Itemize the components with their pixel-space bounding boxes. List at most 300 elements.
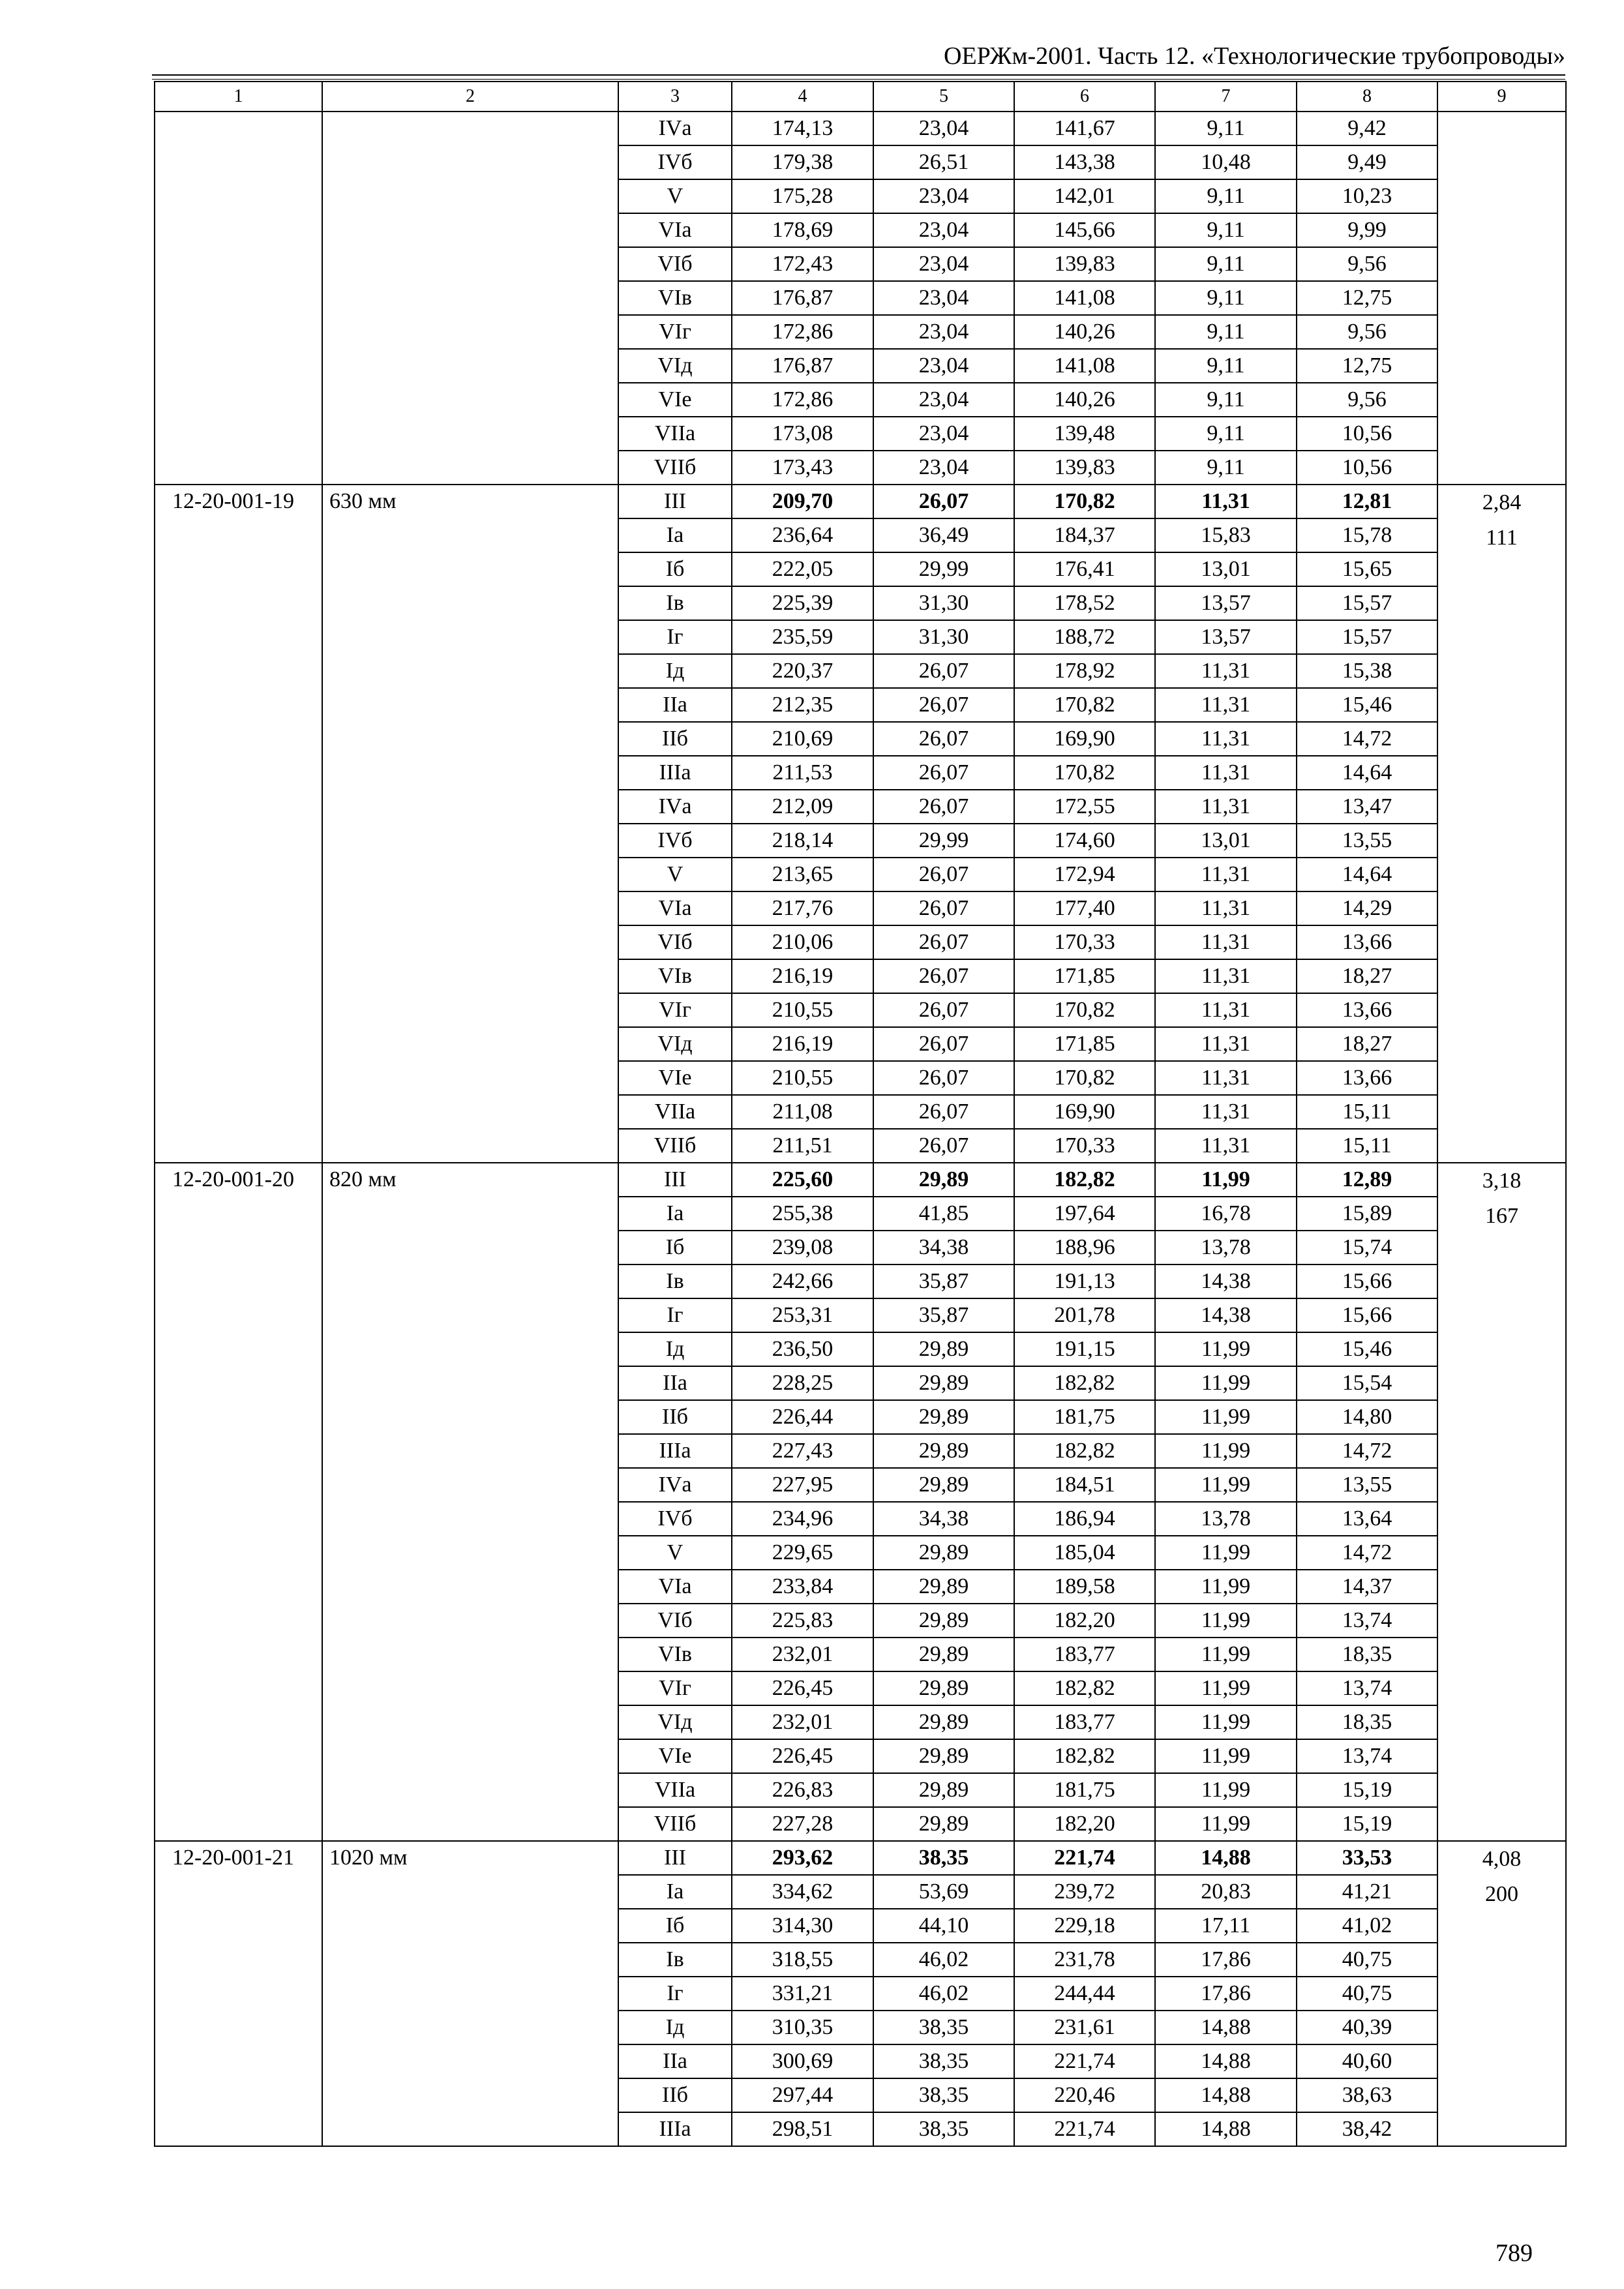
zone-cell: VIд	[618, 1027, 732, 1061]
value-cell: 15,83	[1155, 518, 1297, 552]
value-cell: 29,89	[873, 1671, 1014, 1705]
value-cell: 15,66	[1297, 1264, 1437, 1298]
value-cell: 186,94	[1014, 1502, 1155, 1536]
zone-cell: IIIа	[618, 2112, 732, 2146]
table-row-main	[155, 1841, 1566, 1875]
value-cell: 139,48	[1014, 417, 1155, 451]
value-cell: 221,74	[1014, 2044, 1155, 2078]
value-cell: 11,99	[1155, 1332, 1297, 1366]
value-cell: 174,60	[1014, 824, 1155, 858]
value-cell: 26,07	[873, 756, 1014, 790]
rate-code: 12-20-001-20	[155, 1163, 322, 1841]
value-cell: 172,43	[732, 247, 873, 281]
zone-cell: VIе	[618, 1061, 732, 1095]
value-cell: 14,72	[1297, 1536, 1437, 1570]
value-cell: 143,38	[1014, 145, 1155, 179]
value-cell: 14,88	[1155, 2044, 1297, 2078]
value-cell: 33,53	[1297, 1841, 1437, 1875]
zone-cell: VIб	[618, 925, 732, 959]
value-cell: 18,27	[1297, 1027, 1437, 1061]
value-cell: 11,99	[1155, 1536, 1297, 1570]
zone-cell: IVа	[618, 790, 732, 824]
value-cell: 174,13	[732, 112, 873, 145]
value-cell: 13,57	[1155, 620, 1297, 654]
value-cell: 38,35	[873, 2112, 1014, 2146]
value-cell: 11,31	[1155, 925, 1297, 959]
value-cell: 34,38	[873, 1231, 1014, 1264]
value-cell: 11,99	[1155, 1400, 1297, 1434]
value-cell: 14,80	[1297, 1400, 1437, 1434]
value-cell: 29,89	[873, 1807, 1014, 1841]
zone-cell: VIе	[618, 383, 732, 417]
value-cell: 38,63	[1297, 2078, 1437, 2112]
value-cell: 212,35	[732, 688, 873, 722]
zone-cell: Iд	[618, 1332, 732, 1366]
zone-cell: IIа	[618, 688, 732, 722]
value-cell: 242,66	[732, 1264, 873, 1298]
zone-cell: IVб	[618, 145, 732, 179]
value-cell: 139,83	[1014, 247, 1155, 281]
value-cell: 15,54	[1297, 1366, 1437, 1400]
rate-code: 12-20-001-21	[155, 1841, 322, 2146]
value-cell: 29,89	[873, 1739, 1014, 1773]
value-cell: 176,41	[1014, 552, 1155, 586]
value-cell: 23,04	[873, 383, 1014, 417]
value-cell: 14,72	[1297, 1434, 1437, 1468]
value-cell: 15,11	[1297, 1129, 1437, 1163]
value-cell: 14,37	[1297, 1570, 1437, 1604]
zone-cell: IIа	[618, 2044, 732, 2078]
value-cell: 225,83	[732, 1604, 873, 1638]
value-cell: 235,59	[732, 620, 873, 654]
value-cell: 26,07	[873, 1027, 1014, 1061]
value-cell: 210,69	[732, 722, 873, 756]
table-row-main	[155, 485, 1566, 518]
extra-value: 2,84	[1482, 490, 1522, 515]
value-cell: 141,67	[1014, 112, 1155, 145]
value-cell: 231,78	[1014, 1943, 1155, 1977]
value-cell: 210,55	[732, 1061, 873, 1095]
value-cell: 44,10	[873, 1909, 1014, 1943]
zone-cell: Iб	[618, 1231, 732, 1264]
value-cell: 34,38	[873, 1502, 1014, 1536]
value-cell: 11,99	[1155, 1604, 1297, 1638]
extra-value: 4,08	[1482, 1847, 1522, 1871]
zone-cell: IIб	[618, 722, 732, 756]
value-cell: 189,58	[1014, 1570, 1155, 1604]
value-cell: 210,55	[732, 993, 873, 1027]
value-cell: 177,40	[1014, 891, 1155, 925]
value-cell: 13,47	[1297, 790, 1437, 824]
value-cell: 15,57	[1297, 586, 1437, 620]
zone-cell: VIг	[618, 993, 732, 1027]
value-cell: 12,81	[1297, 485, 1437, 518]
value-cell: 26,07	[873, 1095, 1014, 1129]
value-cell: 244,44	[1014, 1977, 1155, 2011]
value-cell: 15,57	[1297, 620, 1437, 654]
value-cell: 139,83	[1014, 451, 1155, 485]
extra-values	[1437, 485, 1566, 1163]
value-cell: 253,31	[732, 1298, 873, 1332]
zone-cell: VIв	[618, 959, 732, 993]
value-cell: 11,99	[1155, 1468, 1297, 1502]
value-cell: 9,11	[1155, 213, 1297, 247]
value-cell: 13,01	[1155, 824, 1297, 858]
rates-table	[154, 81, 1567, 2147]
value-cell: 14,38	[1155, 1264, 1297, 1298]
value-cell: 23,04	[873, 349, 1014, 383]
zone-cell: IVб	[618, 1502, 732, 1536]
value-cell: 228,25	[732, 1366, 873, 1400]
value-cell: 13,01	[1155, 552, 1297, 586]
extra-values	[1437, 1163, 1566, 1841]
value-cell: 297,44	[732, 2078, 873, 2112]
value-cell: 29,89	[873, 1163, 1014, 1197]
value-cell: 41,21	[1297, 1875, 1437, 1909]
value-cell: 23,04	[873, 247, 1014, 281]
value-cell: 145,66	[1014, 213, 1155, 247]
value-cell: 9,11	[1155, 179, 1297, 213]
value-cell: 13,74	[1297, 1739, 1437, 1773]
value-cell: 211,08	[732, 1095, 873, 1129]
value-cell: 178,92	[1014, 654, 1155, 688]
pipe-diameter: 820 мм	[322, 1163, 618, 1841]
value-cell: 293,62	[732, 1841, 873, 1875]
value-cell: 38,35	[873, 2078, 1014, 2112]
value-cell: 29,99	[873, 552, 1014, 586]
value-cell: 227,43	[732, 1434, 873, 1468]
value-cell: 15,89	[1297, 1197, 1437, 1231]
value-cell: 26,07	[873, 1129, 1014, 1163]
value-cell: 226,83	[732, 1773, 873, 1807]
value-cell: 229,65	[732, 1536, 873, 1570]
value-cell: 229,18	[1014, 1909, 1155, 1943]
value-cell: 13,55	[1297, 824, 1437, 858]
value-cell: 227,95	[732, 1468, 873, 1502]
value-cell: 176,87	[732, 281, 873, 315]
value-cell: 182,82	[1014, 1434, 1155, 1468]
value-cell: 9,56	[1297, 247, 1437, 281]
value-cell: 220,46	[1014, 2078, 1155, 2112]
value-cell: 176,87	[732, 349, 873, 383]
zone-cell: VIIа	[618, 1773, 732, 1807]
value-cell: 226,45	[732, 1739, 873, 1773]
value-cell: 14,88	[1155, 2078, 1297, 2112]
zone-cell: IIа	[618, 1366, 732, 1400]
column-number: 6	[1014, 82, 1155, 112]
value-cell: 175,28	[732, 179, 873, 213]
value-cell: 9,11	[1155, 315, 1297, 349]
value-cell: 169,90	[1014, 722, 1155, 756]
rate-code: 12-20-001-19	[155, 485, 322, 1163]
value-cell: 184,37	[1014, 518, 1155, 552]
value-cell: 226,45	[732, 1671, 873, 1705]
value-cell: 221,74	[1014, 1841, 1155, 1875]
zone-cell: Iг	[618, 1977, 732, 2011]
value-cell: 178,69	[732, 213, 873, 247]
value-cell: 18,35	[1297, 1638, 1437, 1671]
value-cell: 9,11	[1155, 349, 1297, 383]
value-cell: 197,64	[1014, 1197, 1155, 1231]
value-cell: 216,19	[732, 959, 873, 993]
value-cell: 11,31	[1155, 959, 1297, 993]
value-cell: 10,56	[1297, 417, 1437, 451]
zone-cell: VIб	[618, 247, 732, 281]
zone-cell: Iб	[618, 552, 732, 586]
value-cell: 13,66	[1297, 925, 1437, 959]
value-cell: 169,90	[1014, 1095, 1155, 1129]
value-cell: 26,07	[873, 891, 1014, 925]
value-cell: 11,31	[1155, 756, 1297, 790]
value-cell: 298,51	[732, 2112, 873, 2146]
value-cell: 331,21	[732, 1977, 873, 2011]
value-cell: 13,74	[1297, 1671, 1437, 1705]
value-cell: 15,66	[1297, 1298, 1437, 1332]
empty-extra-cell	[1437, 112, 1566, 485]
value-cell: 14,72	[1297, 722, 1437, 756]
zone-cell: VIв	[618, 281, 732, 315]
value-cell: 179,38	[732, 145, 873, 179]
value-cell: 10,23	[1297, 179, 1437, 213]
value-cell: 221,74	[1014, 2112, 1155, 2146]
value-cell: 26,07	[873, 993, 1014, 1027]
value-cell: 29,89	[873, 1705, 1014, 1739]
value-cell: 184,51	[1014, 1468, 1155, 1502]
value-cell: 9,11	[1155, 112, 1297, 145]
header-rule	[152, 74, 1565, 76]
column-number: 1	[155, 82, 322, 112]
zone-cell: V	[618, 1536, 732, 1570]
value-cell: 35,87	[873, 1298, 1014, 1332]
zone-cell: III	[618, 1841, 732, 1875]
value-cell: 26,07	[873, 688, 1014, 722]
header-rule-thin	[152, 79, 1565, 80]
zone-cell: Iд	[618, 2011, 732, 2044]
value-cell: 182,20	[1014, 1807, 1155, 1841]
extra-value: 167	[1485, 1204, 1518, 1228]
value-cell: 26,07	[873, 790, 1014, 824]
value-cell: 40,60	[1297, 2044, 1437, 2078]
value-cell: 26,07	[873, 925, 1014, 959]
zone-cell: Iг	[618, 1298, 732, 1332]
value-cell: 26,51	[873, 145, 1014, 179]
zone-cell: VIIб	[618, 1807, 732, 1841]
zone-cell: VIг	[618, 315, 732, 349]
value-cell: 140,26	[1014, 315, 1155, 349]
value-cell: 23,04	[873, 281, 1014, 315]
value-cell: 171,85	[1014, 959, 1155, 993]
value-cell: 13,64	[1297, 1502, 1437, 1536]
value-cell: 15,65	[1297, 552, 1437, 586]
value-cell: 11,31	[1155, 688, 1297, 722]
value-cell: 183,77	[1014, 1638, 1155, 1671]
value-cell: 191,15	[1014, 1332, 1155, 1366]
column-number-row	[155, 82, 1566, 112]
column-number: 5	[873, 82, 1014, 112]
value-cell: 29,89	[873, 1468, 1014, 1502]
page-header: ОЕРЖм-2001. Часть 12. «Технологические трубопроводы»	[943, 42, 1565, 70]
zone-cell: IVа	[618, 1468, 732, 1502]
value-cell: 318,55	[732, 1943, 873, 1977]
value-cell: 11,31	[1155, 485, 1297, 518]
value-cell: 170,82	[1014, 1061, 1155, 1095]
value-cell: 20,83	[1155, 1875, 1297, 1909]
pipe-diameter: 1020 мм	[322, 1841, 618, 2146]
value-cell: 210,06	[732, 925, 873, 959]
zone-cell: IVб	[618, 824, 732, 858]
value-cell: 182,82	[1014, 1739, 1155, 1773]
value-cell: 11,31	[1155, 1129, 1297, 1163]
zone-cell: Iв	[618, 586, 732, 620]
value-cell: 11,31	[1155, 1061, 1297, 1095]
extra-values	[1437, 1841, 1566, 2146]
value-cell: 13,74	[1297, 1604, 1437, 1638]
zone-cell: VIе	[618, 1739, 732, 1773]
value-cell: 9,11	[1155, 451, 1297, 485]
value-cell: 182,20	[1014, 1604, 1155, 1638]
value-cell: 17,86	[1155, 1943, 1297, 1977]
value-cell: 31,30	[873, 620, 1014, 654]
value-cell: 178,52	[1014, 586, 1155, 620]
value-cell: 9,99	[1297, 213, 1437, 247]
value-cell: 53,69	[873, 1875, 1014, 1909]
value-cell: 38,35	[873, 2011, 1014, 2044]
value-cell: 255,38	[732, 1197, 873, 1231]
value-cell: 11,31	[1155, 858, 1297, 891]
value-cell: 15,74	[1297, 1231, 1437, 1264]
value-cell: 9,56	[1297, 383, 1437, 417]
value-cell: 170,33	[1014, 925, 1155, 959]
value-cell: 10,48	[1155, 145, 1297, 179]
value-cell: 201,78	[1014, 1298, 1155, 1332]
value-cell: 23,04	[873, 213, 1014, 247]
value-cell: 15,78	[1297, 518, 1437, 552]
value-cell: 46,02	[873, 1943, 1014, 1977]
value-cell: 15,46	[1297, 688, 1437, 722]
value-cell: 18,35	[1297, 1705, 1437, 1739]
value-cell: 310,35	[732, 2011, 873, 2044]
value-cell: 29,89	[873, 1604, 1014, 1638]
value-cell: 29,89	[873, 1366, 1014, 1400]
zone-cell: IIIа	[618, 756, 732, 790]
value-cell: 38,35	[873, 1841, 1014, 1875]
value-cell: 13,57	[1155, 586, 1297, 620]
value-cell: 15,19	[1297, 1773, 1437, 1807]
zone-cell: VIа	[618, 213, 732, 247]
value-cell: 29,89	[873, 1434, 1014, 1468]
value-cell: 26,07	[873, 485, 1014, 518]
value-cell: 182,82	[1014, 1366, 1155, 1400]
zone-cell: III	[618, 1163, 732, 1197]
value-cell: 11,31	[1155, 1027, 1297, 1061]
value-cell: 23,04	[873, 417, 1014, 451]
value-cell: 141,08	[1014, 349, 1155, 383]
extra-value: 3,18	[1482, 1169, 1522, 1193]
value-cell: 170,33	[1014, 1129, 1155, 1163]
zone-cell: V	[618, 858, 732, 891]
value-cell: 26,07	[873, 654, 1014, 688]
value-cell: 232,01	[732, 1638, 873, 1671]
value-cell: 11,31	[1155, 722, 1297, 756]
value-cell: 14,64	[1297, 858, 1437, 891]
value-cell: 16,78	[1155, 1197, 1297, 1231]
zone-cell: VIIб	[618, 451, 732, 485]
extra-value: 111	[1486, 526, 1518, 550]
column-number: 4	[732, 82, 873, 112]
value-cell: 172,86	[732, 383, 873, 417]
value-cell: 181,75	[1014, 1400, 1155, 1434]
value-cell: 18,27	[1297, 959, 1437, 993]
value-cell: 227,28	[732, 1807, 873, 1841]
zone-cell: VIд	[618, 349, 732, 383]
value-cell: 213,65	[732, 858, 873, 891]
value-cell: 29,89	[873, 1773, 1014, 1807]
zone-cell: Iб	[618, 1909, 732, 1943]
value-cell: 26,07	[873, 1061, 1014, 1095]
value-cell: 173,43	[732, 451, 873, 485]
value-cell: 29,89	[873, 1570, 1014, 1604]
zone-cell: V	[618, 179, 732, 213]
zone-cell: Iа	[618, 1197, 732, 1231]
value-cell: 40,39	[1297, 2011, 1437, 2044]
value-cell: 29,89	[873, 1332, 1014, 1366]
zone-cell: VIIа	[618, 417, 732, 451]
value-cell: 231,61	[1014, 2011, 1155, 2044]
rates-table-body	[155, 82, 1566, 2146]
value-cell: 11,99	[1155, 1671, 1297, 1705]
value-cell: 15,38	[1297, 654, 1437, 688]
value-cell: 46,02	[873, 1977, 1014, 2011]
value-cell: 14,88	[1155, 2011, 1297, 2044]
value-cell: 12,75	[1297, 281, 1437, 315]
value-cell: 29,89	[873, 1400, 1014, 1434]
column-number: 3	[618, 82, 732, 112]
value-cell: 183,77	[1014, 1705, 1155, 1739]
value-cell: 9,11	[1155, 417, 1297, 451]
column-number: 8	[1297, 82, 1437, 112]
zone-cell: VIб	[618, 1604, 732, 1638]
value-cell: 191,13	[1014, 1264, 1155, 1298]
value-cell: 188,96	[1014, 1231, 1155, 1264]
zone-cell: VIIб	[618, 1129, 732, 1163]
zone-cell: IIб	[618, 2078, 732, 2112]
value-cell: 181,75	[1014, 1773, 1155, 1807]
empty-code-cell	[155, 112, 322, 485]
value-cell: 211,51	[732, 1129, 873, 1163]
value-cell: 141,08	[1014, 281, 1155, 315]
value-cell: 11,31	[1155, 790, 1297, 824]
empty-diameter-cell	[322, 112, 618, 485]
value-cell: 14,88	[1155, 2112, 1297, 2146]
value-cell: 26,07	[873, 858, 1014, 891]
value-cell: 26,07	[873, 959, 1014, 993]
value-cell: 13,66	[1297, 993, 1437, 1027]
value-cell: 15,11	[1297, 1095, 1437, 1129]
value-cell: 11,99	[1155, 1773, 1297, 1807]
column-number: 9	[1437, 82, 1566, 112]
value-cell: 23,04	[873, 179, 1014, 213]
value-cell: 239,72	[1014, 1875, 1155, 1909]
zone-cell: Iд	[618, 654, 732, 688]
value-cell: 41,85	[873, 1197, 1014, 1231]
zone-cell: Iв	[618, 1943, 732, 1977]
page-number: 789	[1496, 2239, 1533, 2267]
value-cell: 23,04	[873, 315, 1014, 349]
value-cell: 14,64	[1297, 756, 1437, 790]
value-cell: 170,82	[1014, 993, 1155, 1027]
value-cell: 23,04	[873, 451, 1014, 485]
zone-cell: III	[618, 485, 732, 518]
